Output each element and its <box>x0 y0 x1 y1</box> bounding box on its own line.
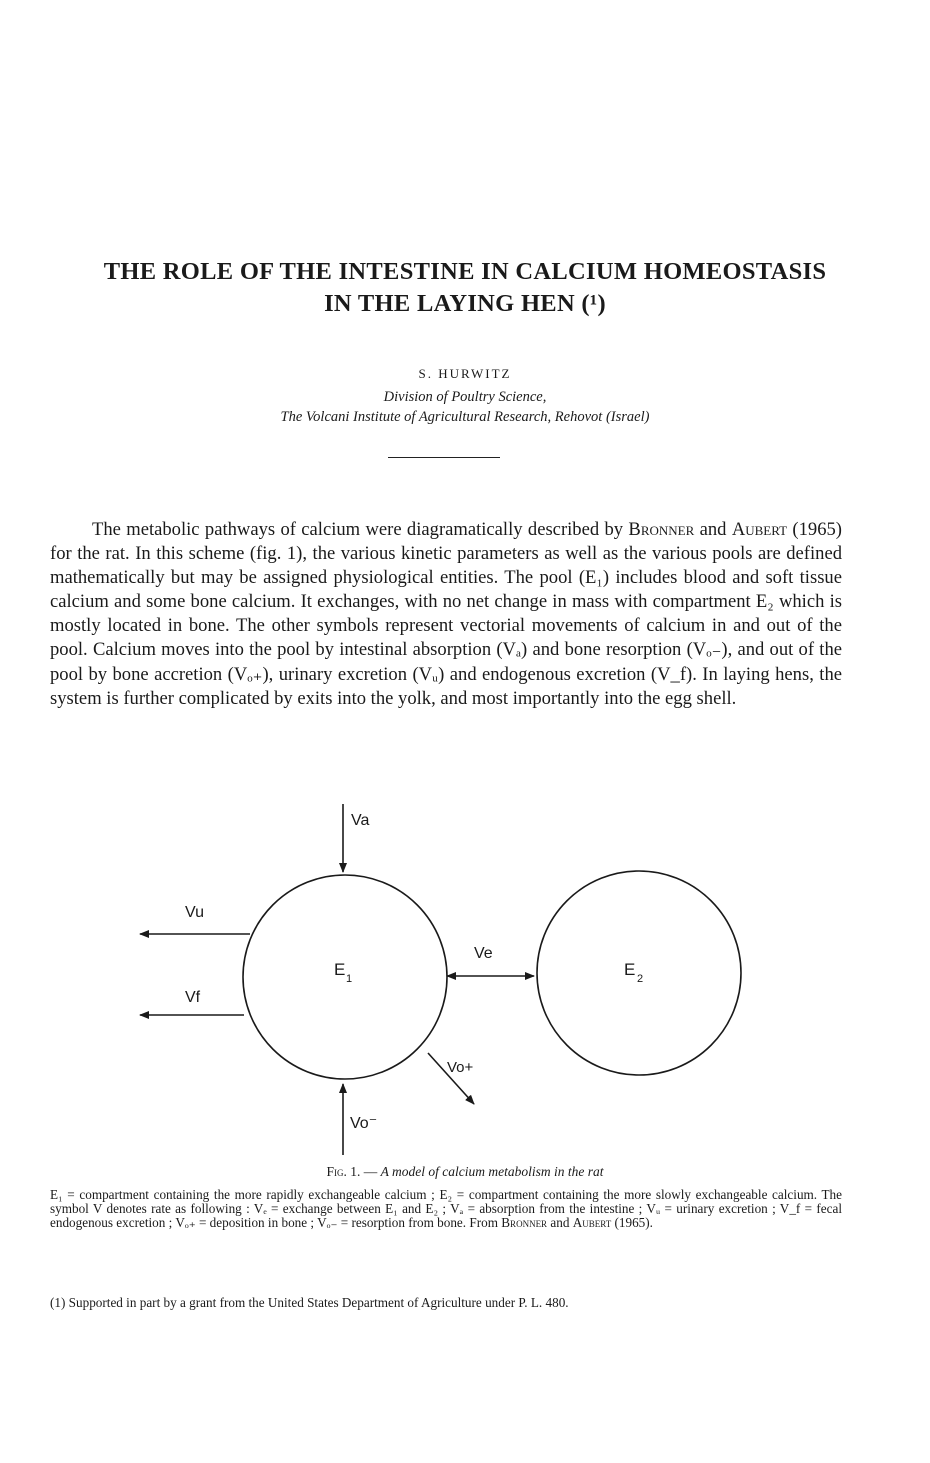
e1-subscript: 1 <box>346 973 353 985</box>
e1-label: E <box>334 960 346 979</box>
paper-title-line-1: THE ROLE OF THE INTESTINE IN CALCIUM HOMEOSTASIS <box>103 258 827 285</box>
e2-label: E <box>624 960 636 979</box>
vo-minus-label: Vo⁻ <box>350 1115 378 1132</box>
va-label: Va <box>351 812 370 829</box>
e2-subscript: 2 <box>637 973 644 985</box>
paper-title-line-2: IN THE LAYING HEN (¹) <box>324 290 606 317</box>
figure-legend: E₁ = compartment containing the more rapidly exchangeable calcium ; E₂ = compartment containing the more slowly exchangeable calcium. The symbol V denotes rate as following : Vₑ = exchange between E₁ and E₂ ; Vₐ = absorption from the intestine ; Vᵤ = urinary excretion ; V_f = fecal endogenous excretion ; Vₒ₊ = deposition in bone ; Vₒ₋ = resorption from bone. From Bronner and Aubert (1965). <box>50 1187 842 1231</box>
vu-label: Vu <box>185 904 204 921</box>
affiliation-line-2: The Volcani Institute of Agricultural Research, Rehovot (Israel) <box>280 409 650 425</box>
figure-caption: Fig. 1. — A model of calcium metabolism in the rat <box>326 1164 604 1179</box>
body-paragraph: The metabolic pathways of calcium were diagramatically described by Bronner and Aubert (1965) for the rat. In this scheme (fig. 1), the various kinetic parameters as well as the various pools are defined mathematically but may be assigned physiological entities. The pool (E₁) includes blood and soft tissue calcium and some bone calcium. It exchanges, with no net change in mass with compartment E₂ which is mostly located in bone. The other symbols represent vectorial movements of calcium in and out of the pool. Calcium moves into the pool by intestinal absorption (Vₐ) and bone resorption (Vₒ₋), and out of the pool by bone accretion (Vₒ₊), urinary excretion (Vᵤ) and endogenous excretion (V_f). In laying hens, the system is further complicated by exits into the yolk, and most importantly into the egg shell. <box>50 519 842 709</box>
vf-label: Vf <box>185 989 201 1006</box>
footnote: (1) Supported in part by a grant from the United States Department of Agriculture under P. L. 480. <box>50 1295 569 1310</box>
vo-plus-label: Vo+ <box>447 1059 474 1076</box>
affiliation-line-1: Division of Poultry Science, <box>383 389 547 405</box>
ve-label: Ve <box>474 945 493 962</box>
author-name: S. HURWITZ <box>418 366 512 381</box>
